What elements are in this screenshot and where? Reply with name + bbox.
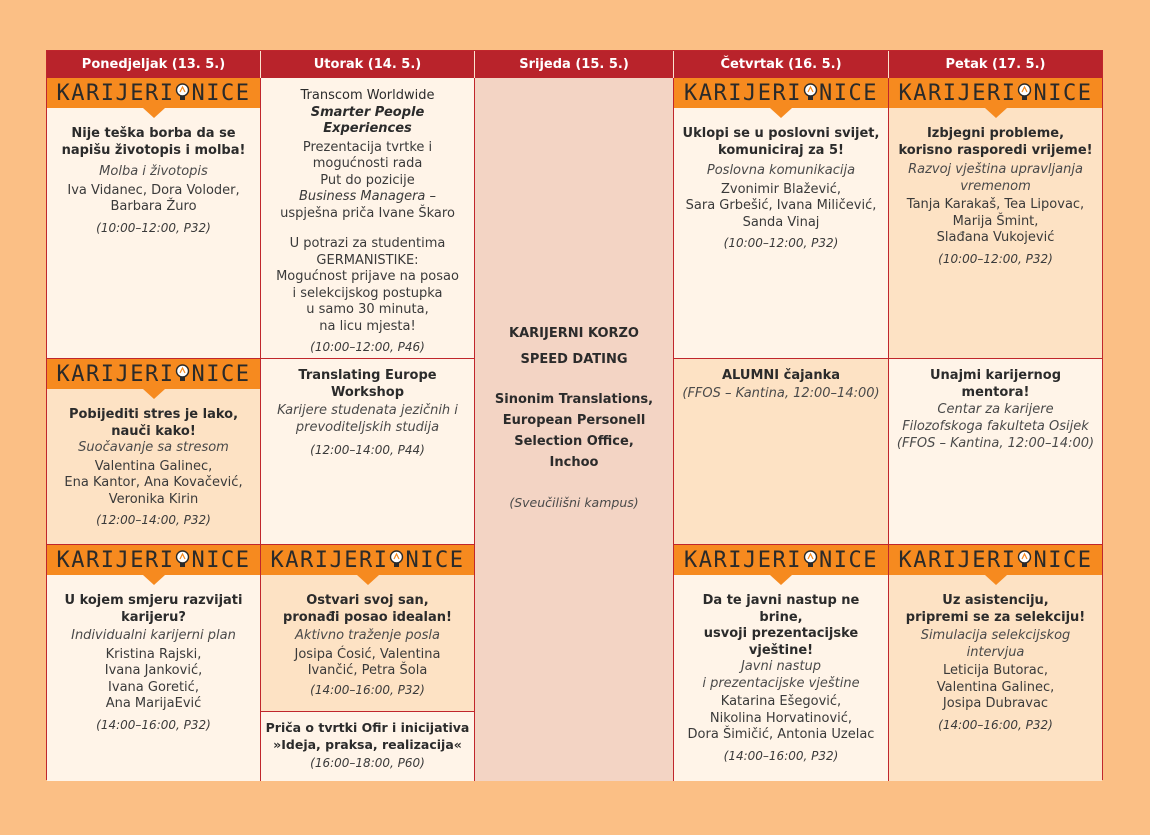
session-time-place: (FFOS – Kantina, 12:00–14:00) <box>896 436 1095 451</box>
day-header-tuesday: Utorak (14. 5.) <box>261 51 475 78</box>
lightbulb-icon <box>175 83 190 102</box>
session-time-room: (14:00–16:00, P32) <box>938 717 1053 732</box>
company-tagline: Smarter People Experiences <box>310 104 425 136</box>
session-time-room: (14:00–16:00, P32) <box>96 717 211 732</box>
session-presenters: Kristina Rajski, Ivana Janković, Ivana Goretić, Ana MarijaEvić <box>104 646 203 711</box>
session-fri-1 <box>889 78 1102 359</box>
session-thu-1 <box>674 78 889 359</box>
session-title: Unajmi karijernog mentora! <box>929 368 1062 400</box>
session-wed <box>475 78 674 781</box>
lightbulb-icon <box>389 550 404 569</box>
session-subtitle: Molba i životopis <box>99 164 208 179</box>
company-name: Transcom Worldwide <box>300 88 435 103</box>
karijerionice-banner: KARIJERI NICE <box>674 545 888 575</box>
session-subtitle: Individualni karijerni plan <box>71 628 236 643</box>
session-title: Pobijediti stres je lako, nauči kako! <box>68 407 239 439</box>
session-time-room: (12:00–14:00, P32) <box>96 513 211 527</box>
session-presenters: Leticija Butorac, Valentina Galinec, Josipa Dubravac <box>936 663 1055 711</box>
session-subtitle: Simulacija selekcijskog intervjua <box>920 628 1071 660</box>
session-organizer: Centar za karijere Filozofskoga fakulteta Osijek <box>902 402 1089 434</box>
session-tue-2 <box>261 359 475 545</box>
session-tue-4 <box>261 712 475 781</box>
session-mon-3 <box>47 545 261 781</box>
session-time-place: (FFOS – Kantina, 12:00–14:00) <box>682 385 880 401</box>
session-mon-1 <box>47 78 261 359</box>
companies-list: Sinonim Translations, European Personell Selection Office, Inchoo <box>494 392 654 470</box>
session-presenters: Josipa Ćosić, Valentina Ivančić, Petra Šola <box>294 646 441 678</box>
session-title: ALUMNI čajanka <box>722 368 840 383</box>
karijerionice-banner: KARIJERI NICE <box>889 78 1102 108</box>
karijerionice-banner: KARIJERI NICE <box>261 545 474 575</box>
lightbulb-icon <box>803 550 818 569</box>
event-title: KARIJERNI KORZO SPEED DATING <box>509 326 639 367</box>
lightbulb-icon <box>175 364 190 383</box>
session-presenters: Iva Vidanec, Dora Voloder, Barbara Žuro <box>67 182 240 214</box>
session-mon-2 <box>47 359 261 545</box>
session-thu-2 <box>674 359 889 545</box>
session-title: Uz asistenciju, pripremi se za selekciju! <box>905 593 1086 625</box>
session-time-room: (10:00–12:00, P32) <box>938 251 1053 266</box>
lightbulb-icon <box>1017 83 1032 102</box>
session-title: Nije teška borba da se napišu životopis i molba! <box>61 126 246 158</box>
session-subtitle: Aktivno traženje posla <box>295 628 440 643</box>
karijerionice-banner: KARIJERI NICE <box>889 545 1102 575</box>
schedule-table <box>46 50 1103 780</box>
session-subtitle: Suočavanje sa stresom <box>78 440 229 455</box>
session-subtitle: Javni nastup i prezentacijske vještine <box>702 659 860 691</box>
lightbulb-icon <box>803 83 818 102</box>
session-time-room: (14:00–16:00, P32) <box>310 682 425 697</box>
session-time-room: (10:00–12:00, P32) <box>96 220 211 235</box>
session-subtitle: Poslovna komunikacija <box>706 163 856 178</box>
session-title: U kojem smjeru razvijati karijeru? <box>64 593 243 625</box>
session-tue-3 <box>261 545 475 712</box>
day-header-thursday: Četvrtak (16. 5.) <box>674 51 889 78</box>
day-header-friday: Petak (17. 5.) <box>889 51 1102 78</box>
session-time-room: (14:00–16:00, P32) <box>723 748 839 763</box>
karijerionice-banner: KARIJERI NICE <box>47 78 260 108</box>
session-title: Izbjegni probleme, korisno rasporedi vrijeme! <box>898 126 1093 158</box>
karijerionice-banner: KARIJERI NICE <box>674 78 888 108</box>
session-title: Da te javni nastup ne brine, usvoji prezentacijske vještine! <box>702 593 860 658</box>
karijerionice-banner: KARIJERI NICE <box>47 545 260 575</box>
lightbulb-icon <box>175 550 190 569</box>
session-subtitle: Razvoj vještina upravljanja vremenom <box>908 162 1083 194</box>
session-description: Prezentacija tvrtke i mogućnosti rada Put do pozicije Business Managera – uspješna priča Ivane Škaro U potrazi za studentima GERMANISTIKE: Mogućnost prijave na posao i selekcijskog postupka u samo 30 minuta, na licu mjesta! <box>276 139 459 334</box>
session-thu-3 <box>674 545 889 781</box>
session-presenters: Valentina Galinec, Ena Kantor, Ana Kovačević, Veronika Kirin <box>64 458 243 507</box>
session-time-room: (12:00–14:00, P44) <box>310 443 425 457</box>
session-fri-3 <box>889 545 1102 781</box>
session-time-room: (16:00–18:00, P60) <box>310 756 425 770</box>
session-title: Ostvari svoj san, pronađi posao idealan! <box>283 593 452 625</box>
session-presenters: Tanja Karakaš, Tea Lipovac, Marija Šmint, Slađana Vukojević <box>906 197 1085 245</box>
session-title: Translating Europe Workshop <box>298 368 437 400</box>
karijerionice-banner: KARIJERI NICE <box>47 359 260 389</box>
day-header-wednesday: Srijeda (15. 5.) <box>475 51 674 78</box>
session-presenters: Katarina Ešegović, Nikolina Horvatinović, Dora Šimičić, Antonia Uzelac <box>687 694 875 742</box>
session-fri-2 <box>889 359 1102 545</box>
session-title: Priča o tvrtki Ofir i inicijativa »Ideja, praksa, realizacija« <box>265 720 470 752</box>
session-title: Uklopi se u poslovni svijet, komuniciraj za 5! <box>682 126 880 158</box>
session-time-room: (10:00–12:00, P32) <box>723 236 839 250</box>
lightbulb-icon <box>1017 550 1032 569</box>
event-location: (Sveučilišni kampus) <box>509 495 639 510</box>
day-header-monday: Ponedjeljak (13. 5.) <box>47 51 261 78</box>
session-presenters: Zvonimir Blažević, Sara Grbešić, Ivana Miličević, Sanda Vinaj <box>685 181 877 230</box>
session-time-room: (10:00–12:00, P46) <box>310 340 425 354</box>
session-tue-1 <box>261 78 475 359</box>
session-subtitle: Karijere studenata jezičnih i prevoditeljskih studija <box>277 403 458 435</box>
